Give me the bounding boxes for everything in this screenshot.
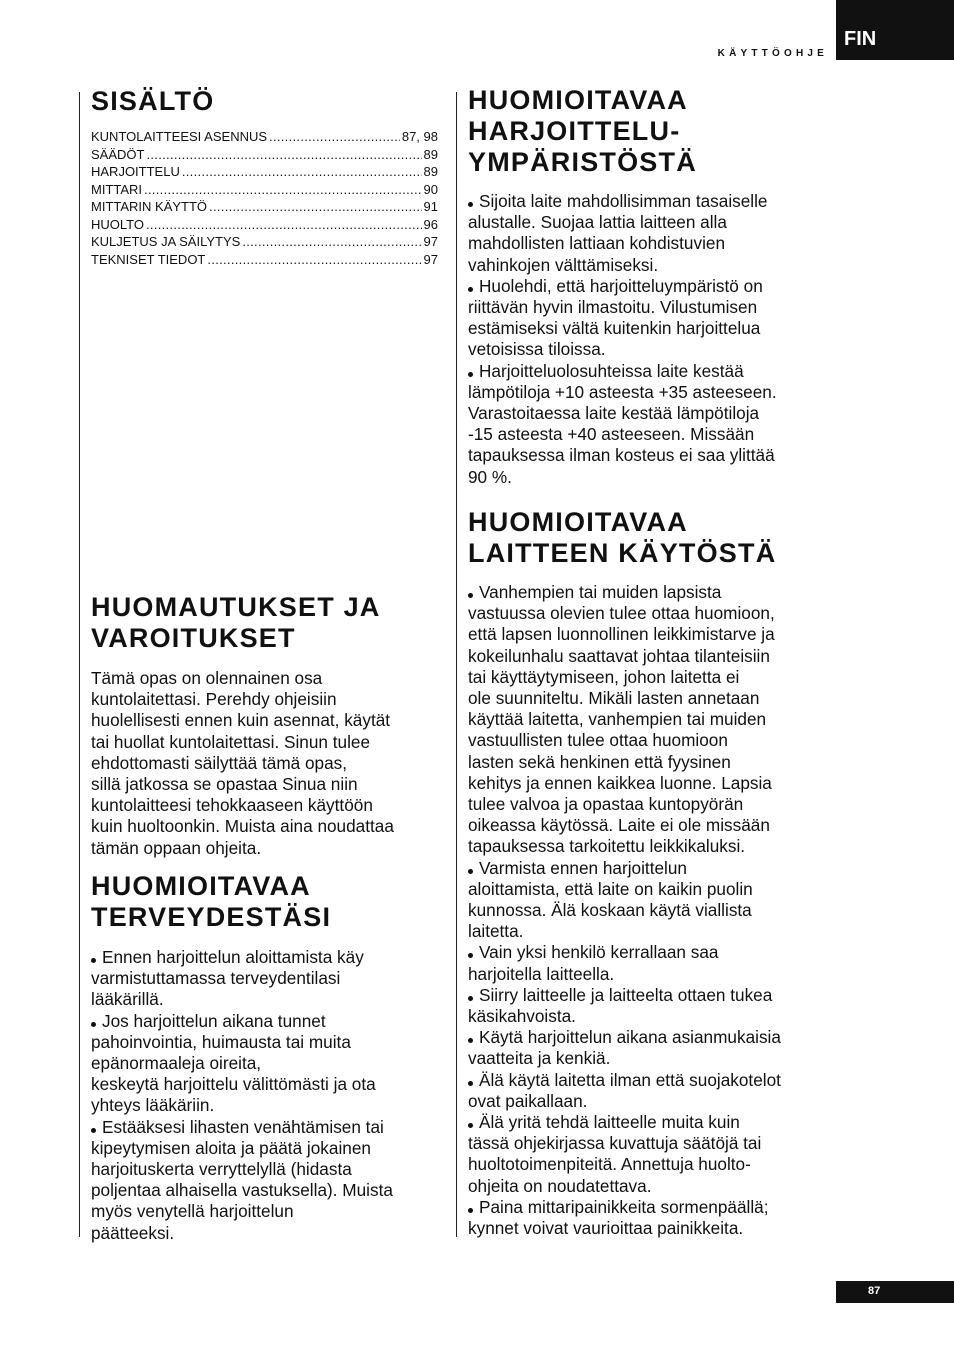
bullet-item <box>468 276 828 361</box>
paragraph-line: Tämä opas on olennainen osa <box>91 668 323 688</box>
bullet-line: Älä yritä tehdä laitteelle muita kuin <box>479 1112 740 1133</box>
paragraph-line: kuin huoltoonkin. Muista aina noudattaa <box>91 816 394 837</box>
bullet-line: Jos harjoittelun aikana tunnet <box>102 1010 326 1031</box>
right-column-rule <box>456 92 457 1237</box>
environment-title: HUOMIOITAVAA HARJOITTELU- YMPÄRISTÖSTÄ <box>468 85 697 177</box>
bullet-dot-icon <box>468 287 473 292</box>
bullet-line: 90 %. <box>468 466 512 487</box>
toc-item-page: 91 <box>423 199 438 214</box>
toc-item-page: 90 <box>423 181 438 197</box>
bullet-line: Vain yksi henkilö kerrallaan saa <box>479 942 719 963</box>
bullet-dot-icon <box>468 953 473 958</box>
toc-section <box>91 86 438 268</box>
toc-item <box>91 181 438 199</box>
toc-title: SISÄLTÖ <box>91 86 215 116</box>
bullet-item <box>468 361 828 488</box>
bullet-line: ovat paikallaan. <box>468 1090 588 1111</box>
toc-item-label: KUNTOLAITTEESI ASENNUS <box>91 129 268 144</box>
toc-item <box>91 216 438 234</box>
bullet-item <box>468 858 828 943</box>
bullet-item <box>468 1197 828 1239</box>
bullet-line: huoltotoimenpiteitä. Annettuja huolto- <box>468 1154 751 1175</box>
toc-leader-dots <box>242 233 421 251</box>
bullet-line: tapauksessa tarkoitettu leikkikaluksi. <box>468 836 746 857</box>
bullet-line: ohjeita on noudatettava. <box>468 1175 652 1196</box>
bullet-line: Varastoitaessa laite kestää lämpötiloja <box>468 403 760 424</box>
bullet-dot-icon <box>468 372 473 377</box>
bullet-line: mahdollisten lattiaan kohdistuvien <box>468 233 726 254</box>
usage-bullet-list <box>468 582 828 1239</box>
toc-list <box>91 128 438 268</box>
bullet-line: keskeytä harjoittelu välittömästi ja ota <box>91 1074 376 1095</box>
bullet-dot-icon <box>91 1022 96 1027</box>
bullet-line: Estääksesi lihasten venähtämisen tai <box>102 1116 384 1137</box>
bullet-line: tapauksessa ilman kosteus ei saa ylittää <box>468 445 775 466</box>
bullet-line: varmistuttamassa terveydentilasi <box>91 968 341 989</box>
left-column-rule <box>79 92 80 1237</box>
bullet-line: Käytä harjoittelun aikana asianmukaisia <box>479 1027 781 1048</box>
language-tab: FIN <box>836 0 954 60</box>
bullet-line: -15 asteesta +40 asteeseen. Missään <box>468 424 755 445</box>
bullet-line: epänormaaleja oireita, <box>91 1053 262 1074</box>
bullet-line: että lapsen luonnollinen leikkimistarve ja <box>468 624 775 645</box>
toc-leader-dots <box>146 146 421 164</box>
bullet-dot-icon <box>468 1081 473 1086</box>
bullet-dot-icon <box>468 1208 473 1213</box>
bullet-line: vetoisissa tiloissa. <box>468 339 606 360</box>
toc-item <box>91 198 438 216</box>
usage-title: HUOMIOITAVAA LAITTEEN KÄYTÖSTÄ <box>468 507 777 568</box>
bullet-item <box>468 1070 828 1112</box>
health-bullet-list <box>91 947 441 1244</box>
toc-leader-dots <box>182 163 422 181</box>
bullet-line: lääkärillä. <box>91 989 164 1010</box>
bullet-dot-icon <box>91 1128 96 1133</box>
paragraph-line: sillä jatkossa se opastaa Sinua niin <box>91 774 358 795</box>
document-type-label: KÄYTTÖOHJE <box>717 48 828 59</box>
toc-item-page: 89 <box>423 146 438 162</box>
toc-leader-dots <box>146 216 422 234</box>
bullet-line: tai käyttäytymiseen, johon laitetta ei <box>468 666 740 687</box>
paragraph-line: tai huollat kuntolaitettasi. Sinun tulee <box>91 731 371 752</box>
toc-leader-dots <box>209 198 421 216</box>
environment-bullet-list <box>468 191 828 488</box>
bullet-line: pahoinvointia, huimausta tai muita <box>91 1031 351 1052</box>
bullet-line: vastuussa olevien tulee ottaa huomioon, <box>468 603 775 624</box>
toc-item <box>91 233 438 251</box>
bullet-line: lämpötiloja +10 asteesta +35 asteeseen. <box>468 381 777 402</box>
warnings-section <box>91 592 441 859</box>
bullet-line: kehitys ja ennen kaikkea luonne. Lapsia <box>468 772 772 793</box>
bullet-line: käsikahvoista. <box>468 1006 576 1027</box>
bullet-line: Älä käytä laitetta ilman että suojakotelot <box>479 1069 781 1090</box>
bullet-line: aloittamista, että laite on kaikin puolin <box>468 878 753 899</box>
bullet-item <box>468 942 828 984</box>
bullet-line: Harjoitteluolosuhteissa laite kestää <box>479 360 744 381</box>
usage-section <box>468 507 828 1239</box>
bullet-item <box>468 1112 828 1197</box>
bullet-dot-icon <box>468 202 473 207</box>
bullet-dot-icon <box>468 1123 473 1128</box>
bullet-line: tässä ohjekirjassa kuvattuja säätöjä tai <box>468 1133 762 1154</box>
bullet-line: harjoituskerta verryttelyllä (hidasta <box>91 1159 352 1180</box>
bullet-line: Siirry laitteelle ja laitteelta ottaen tukea <box>479 984 773 1005</box>
toc-item <box>91 128 438 146</box>
bullet-line: lasten sekä henkinen että fyysinen <box>468 751 731 772</box>
bullet-line: yhteys lääkäriin. <box>91 1095 215 1116</box>
bullet-item <box>91 1011 441 1117</box>
bullet-line: käyttää laitetta, vanhempien tai muiden <box>468 709 767 730</box>
toc-item-label: HUOLTO <box>91 216 144 232</box>
toc-item-page: 89 <box>423 164 438 179</box>
bullet-dot-icon <box>468 869 473 874</box>
paragraph-line: tämän oppaan ohjeita. <box>91 837 262 858</box>
toc-item <box>91 251 438 269</box>
bullet-line: Paina mittaripainikkeita sormenpäällä; <box>479 1196 769 1217</box>
toc-item-label: MITTARI <box>91 181 143 197</box>
page-number: 87 <box>836 1281 954 1303</box>
bullet-line: riittävän hyvin ilmastoitu. Vilustumisen <box>468 297 758 318</box>
bullet-item <box>91 1117 441 1244</box>
bullet-line: alustalle. Suojaa lattia laitteen alla <box>468 212 727 233</box>
bullet-line: vastuullisten tulee ottaa huomioon <box>468 730 728 751</box>
bullet-item <box>468 191 828 276</box>
bullet-line: vaatteita ja kenkiä. <box>468 1048 611 1069</box>
toc-item-page: 87, 98 <box>401 129 438 144</box>
toc-item-label: HARJOITTELU <box>91 164 180 179</box>
bullet-line: kunnossa. Älä koskaan käytä viallista <box>468 900 752 921</box>
warnings-paragraph <box>91 668 441 859</box>
bullet-line: vahinkojen välttämiseksi. <box>468 254 659 275</box>
environment-section <box>468 85 828 488</box>
bullet-item <box>91 947 441 1011</box>
toc-item-page: 96 <box>423 216 438 232</box>
toc-item <box>91 163 438 181</box>
bullet-dot-icon <box>468 593 473 598</box>
toc-item <box>91 146 438 164</box>
toc-item-label: KULJETUS JA SÄILYTYS <box>91 234 241 249</box>
bullet-item <box>468 582 828 858</box>
bullet-dot-icon <box>468 1038 473 1043</box>
bullet-dot-icon <box>468 996 473 1001</box>
bullet-line: harjoitella laitteella. <box>468 963 615 984</box>
bullet-line: päätteeksi. <box>91 1222 175 1243</box>
health-section <box>91 871 441 1244</box>
paragraph-line: huolellisesti ennen kuin asennat, käytät <box>91 710 391 731</box>
paragraph-line: kuntolaitettasi. Perehdy ohjeisiin <box>91 689 337 710</box>
health-title: HUOMIOITAVAA TERVEYDESTÄSI <box>91 871 332 932</box>
bullet-dot-icon <box>91 958 96 963</box>
toc-item-page: 97 <box>423 251 438 267</box>
paragraph-line: ehdottomasti säilyttää tämä opas, <box>91 752 348 773</box>
paragraph-line: kuntolaitteesi tehokkaaseen käyttöön <box>91 795 373 816</box>
bullet-line: Varmista ennen harjoittelun <box>479 857 687 878</box>
toc-leader-dots <box>144 181 422 199</box>
bullet-line: laitetta. <box>468 921 524 942</box>
bullet-line: Vanhempien tai muiden lapsista <box>479 582 722 602</box>
bullet-line: kynnet voivat vaurioittaa painikkeita. <box>468 1218 744 1239</box>
bullet-line: Huolehdi, että harjoitteluympäristö on <box>479 275 763 296</box>
bullet-line: oikeassa käytössä. Laite ei ole missään <box>468 815 770 836</box>
bullet-line: kokeilunhalu saattavat johtaa tilanteisiin <box>468 645 770 666</box>
bullet-line: tulee valvoa ja opastaa kuntopyörän <box>468 794 744 815</box>
bullet-line: Sijoita laite mahdollisimman tasaiselle <box>479 191 768 211</box>
bullet-line: poljentaa alhaisella vastuksella). Muista <box>91 1180 393 1201</box>
bullet-line: estämiseksi vältä kuitenkin harjoittelua <box>468 318 761 339</box>
toc-leader-dots <box>269 128 400 146</box>
toc-leader-dots <box>207 251 421 269</box>
bullet-line: Ennen harjoittelun aloittamista käy <box>102 947 364 967</box>
bullet-line: kipeytymisen aloita ja päätä jokainen <box>91 1137 371 1158</box>
toc-item-label: TEKNISET TIEDOT <box>91 251 206 267</box>
toc-item-page: 97 <box>423 234 438 249</box>
bullet-item <box>468 985 828 1027</box>
warnings-title: HUOMAUTUKSET JA VAROITUKSET <box>91 592 381 653</box>
toc-item-label: MITTARIN KÄYTTÖ <box>91 199 208 214</box>
toc-item-label: SÄÄDÖT <box>91 146 145 162</box>
bullet-item <box>468 1027 828 1069</box>
bullet-line: myös venytellä harjoittelun <box>91 1201 294 1222</box>
bullet-line: ole suunniteltu. Mikäli lasten annetaan <box>468 688 760 709</box>
